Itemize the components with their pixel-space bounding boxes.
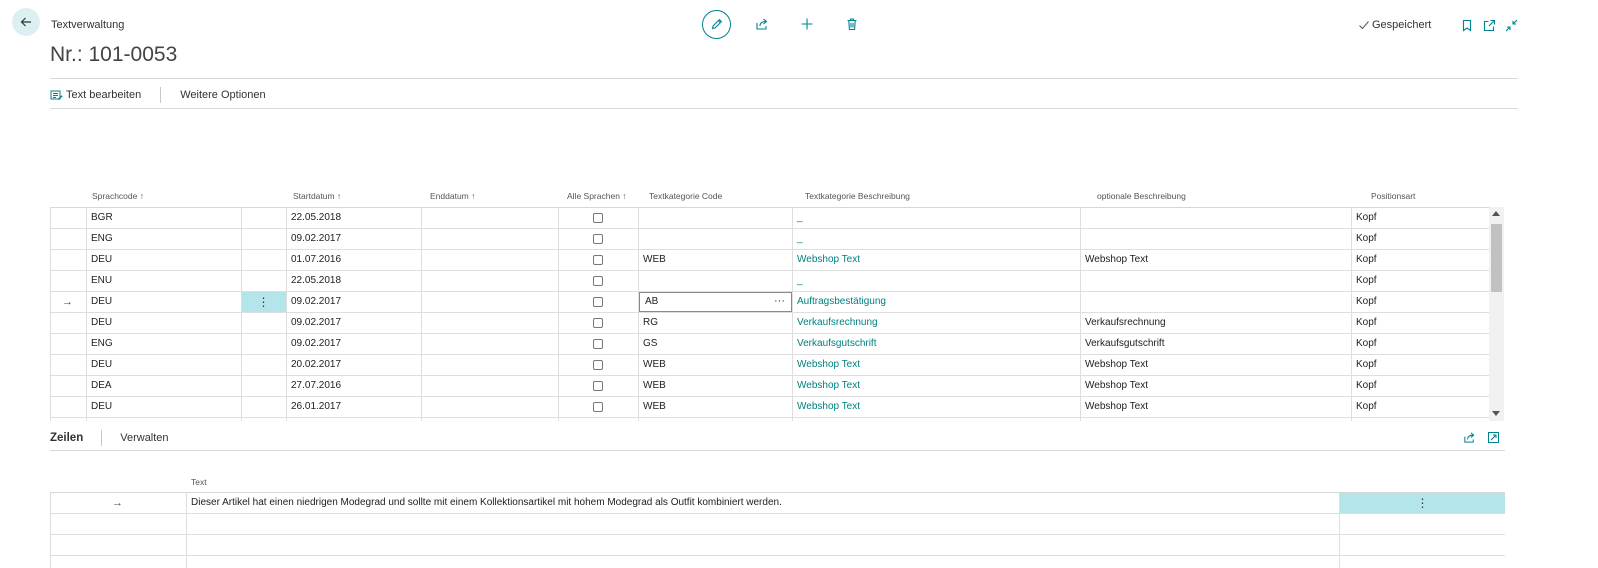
cell-textkategorie-code[interactable]: WEB	[643, 359, 666, 370]
scroll-down-arrow[interactable]	[1492, 411, 1500, 416]
lines-share-button[interactable]	[1462, 430, 1476, 444]
checkbox-alle-sprachen[interactable]	[593, 234, 603, 244]
row-selected-arrow-icon: →	[62, 296, 73, 308]
cell-textkategorie-code-editor[interactable]	[639, 292, 792, 312]
checkbox-alle-sprachen[interactable]	[593, 381, 603, 391]
cell-sprachcode[interactable]: ENG	[91, 338, 113, 349]
cell-startdatum[interactable]: 09.02.2017	[291, 296, 342, 307]
line-menu-button[interactable]: ⋮	[1340, 493, 1505, 513]
lines-column-divider	[186, 493, 187, 568]
delete-button[interactable]	[843, 15, 861, 33]
grid-column-divider	[558, 207, 559, 421]
grid-column-divider	[1351, 207, 1352, 421]
pencil-icon	[710, 17, 724, 31]
grid-column-divider	[241, 207, 242, 421]
grid-column-divider	[792, 207, 793, 421]
table-row[interactable]	[50, 292, 1489, 313]
cell-textkategorie-beschreibung-link[interactable]: Verkaufsrechnung	[797, 317, 878, 328]
cell-positionsart[interactable]: Kopf	[1356, 401, 1377, 412]
cell-sprachcode[interactable]: DEU	[91, 296, 113, 307]
action-bar-divider	[50, 108, 1518, 109]
line-row[interactable]	[50, 493, 1505, 514]
page-caption: Textverwaltung	[51, 19, 125, 31]
cell-textkategorie-code[interactable]: GS	[643, 338, 658, 349]
cell-optionale-beschreibung[interactable]	[1080, 229, 1351, 249]
bookmark-icon	[1461, 19, 1473, 32]
edit-text-label: Text bearbeiten	[66, 89, 142, 101]
cell-textkategorie-beschreibung-link[interactable]: Verkaufsgutschrift	[797, 338, 877, 349]
table-row[interactable]	[50, 376, 1489, 397]
cell-textkategorie-code[interactable]	[638, 271, 792, 291]
checkbox-alle-sprachen[interactable]	[593, 276, 603, 286]
column-header-text[interactable]: Text	[191, 477, 207, 487]
table-row[interactable]	[50, 313, 1489, 334]
column-header-optionale-beschreibung[interactable]: optionale Beschreibung	[1097, 191, 1186, 201]
lines-icons	[1462, 430, 1500, 444]
action-separator	[160, 87, 161, 103]
grid-column-divider	[1080, 207, 1081, 421]
action-bar	[50, 87, 266, 103]
cell-startdatum[interactable]: 09.02.2017	[291, 317, 342, 328]
page-actions	[702, 9, 861, 39]
cell-sprachcode[interactable]: DEU	[91, 401, 113, 412]
share-icon	[1463, 431, 1476, 444]
table-row[interactable]	[50, 418, 1489, 421]
checkbox-alle-sprachen[interactable]	[593, 255, 603, 265]
cell-startdatum[interactable]: 01.07.2016	[291, 254, 342, 265]
column-header-positionsart[interactable]: Positionsart	[1371, 191, 1416, 201]
grid-column-divider	[421, 207, 422, 421]
cell-textkategorie-beschreibung-link[interactable]: _	[797, 275, 803, 286]
cell-enddatum[interactable]	[421, 313, 558, 333]
back-button[interactable]	[12, 8, 40, 36]
table-row[interactable]	[50, 334, 1489, 355]
cell-textkategorie-beschreibung-link[interactable]: Webshop Text	[797, 401, 861, 412]
share-button[interactable]	[753, 15, 771, 33]
table-row[interactable]	[50, 271, 1489, 292]
cell-enddatum[interactable]	[421, 376, 558, 396]
cell-optionale-beschreibung[interactable]: Verkaufsgutschrift	[1085, 338, 1165, 349]
lines-column-divider	[1339, 493, 1340, 568]
cell-enddatum[interactable]	[421, 250, 558, 270]
column-header-startdatum[interactable]: Startdatum ↑	[293, 191, 342, 201]
cell-positionsart[interactable]: Kopf	[1356, 212, 1377, 223]
cell-positionsart[interactable]: Kopf	[1356, 317, 1377, 328]
grid-scrollbar[interactable]	[1489, 207, 1504, 421]
lines-action-bar	[50, 430, 169, 446]
grid-column-divider	[638, 207, 639, 421]
manage-action[interactable]: Verwalten	[120, 432, 169, 444]
arrow-left-icon	[19, 15, 33, 29]
cell-sprachcode[interactable]: DEU	[91, 317, 113, 328]
edit-button[interactable]	[702, 10, 731, 39]
page-status-actions	[1358, 17, 1518, 33]
column-header-sprachcode[interactable]: Sprachcode ↑	[92, 191, 144, 201]
cell-startdatum[interactable]: 27.07.2016	[291, 380, 342, 391]
cell-sprachcode[interactable]: ENG	[91, 233, 113, 244]
cell-line-text[interactable]	[186, 535, 1336, 555]
column-header-enddatum[interactable]: Enddatum ↑	[430, 191, 476, 201]
lines-title[interactable]: Zeilen	[50, 432, 84, 444]
table-row[interactable]	[50, 229, 1489, 250]
cell-line-text[interactable]	[186, 514, 1336, 534]
table-row[interactable]	[50, 355, 1489, 376]
lines-divider	[50, 450, 1505, 451]
checkbox-alle-sprachen[interactable]	[593, 360, 603, 370]
line-row[interactable]	[50, 514, 1505, 535]
checkbox-alle-sprachen[interactable]	[593, 339, 603, 349]
cell-positionsart[interactable]: Kopf	[1356, 296, 1377, 307]
header-divider	[50, 78, 1518, 79]
bookmark-button[interactable]	[1460, 18, 1474, 32]
cell-optionale-beschreibung[interactable]: Webshop Text	[1085, 359, 1149, 370]
page-title: Nr.: 101-0053	[50, 43, 178, 66]
cell-startdatum[interactable]: 26.01.2017	[291, 401, 342, 412]
lookup-button[interactable]: ···	[774, 295, 785, 307]
expand-icon	[1487, 431, 1500, 444]
cell-textkategorie-code[interactable]: AB	[645, 296, 659, 307]
cell-positionsart[interactable]: Kopf	[1356, 338, 1377, 349]
cell-startdatum[interactable]: 22.05.2018	[291, 212, 342, 223]
table-row[interactable]	[50, 208, 1489, 229]
cell-textkategorie-code[interactable]	[638, 208, 792, 228]
plus-icon	[800, 17, 814, 31]
share-icon	[755, 17, 769, 31]
cell-enddatum[interactable]	[421, 334, 558, 354]
grid-border	[50, 207, 51, 421]
table-row[interactable]	[50, 397, 1489, 418]
cell-sprachcode[interactable]: DEA	[91, 380, 112, 391]
grid-column-divider	[86, 207, 87, 421]
cell-enddatum[interactable]	[421, 355, 558, 375]
cell-textkategorie-beschreibung-link[interactable]: Webshop Text	[797, 359, 861, 370]
column-header-textkategorie-beschreibung[interactable]: Textkategorie Beschreibung	[805, 191, 910, 201]
cell-optionale-beschreibung[interactable]: Webshop Text	[1085, 380, 1149, 391]
cell-positionsart[interactable]: Kopf	[1356, 380, 1377, 391]
cell-textkategorie-beschreibung-link[interactable]: Webshop Text	[797, 254, 861, 265]
cell-textkategorie-beschreibung-link[interactable]: _	[797, 233, 803, 244]
saved-label: Gespeichert	[1372, 19, 1432, 31]
cell-optionale-beschreibung[interactable]	[1080, 271, 1351, 291]
checkbox-alle-sprachen[interactable]	[593, 402, 603, 412]
cell-textkategorie-code[interactable]: WEB	[643, 254, 666, 265]
scroll-up-arrow[interactable]	[1492, 211, 1500, 216]
column-header-alle-sprachen[interactable]: Alle Sprachen ↑	[567, 191, 627, 201]
collapse-icon	[1505, 19, 1518, 32]
cell-textkategorie-code[interactable]	[638, 229, 792, 249]
cell-positionsart[interactable]: Kopf	[1356, 275, 1377, 286]
open-new-window-icon	[1483, 19, 1496, 32]
cell-sprachcode[interactable]: DEU	[91, 359, 113, 370]
new-button[interactable]	[798, 15, 816, 33]
cell-sprachcode[interactable]: BGR	[91, 212, 113, 223]
cell-textkategorie-code[interactable]: WEB	[643, 401, 666, 412]
cell-textkategorie-beschreibung-link[interactable]: Webshop Text	[797, 380, 861, 391]
check-icon	[1358, 19, 1370, 31]
trash-icon	[845, 17, 859, 31]
line-selected-arrow-icon: →	[112, 497, 123, 509]
cell-textkategorie-code[interactable]: RG	[643, 317, 658, 328]
cell-textkategorie-code[interactable]: WEB	[643, 380, 666, 391]
cell-optionale-beschreibung[interactable]: Webshop Text	[1085, 401, 1149, 412]
lines-column-divider	[50, 493, 51, 568]
cell-textkategorie-beschreibung-link[interactable]: _	[797, 212, 803, 223]
cell-sprachcode[interactable]: DEU	[91, 254, 113, 265]
cell-optionale-beschreibung[interactable]: Verkaufsrechnung	[1085, 317, 1166, 328]
row-menu-button[interactable]: ⋮	[241, 292, 286, 312]
collapse-button[interactable]	[1504, 18, 1518, 32]
more-options-action[interactable]	[180, 89, 265, 101]
grid-column-divider	[286, 207, 287, 421]
text-grid	[50, 207, 1489, 421]
scroll-thumb[interactable]	[1491, 224, 1502, 292]
checkbox-alle-sprachen[interactable]	[593, 213, 603, 223]
cell-line-text[interactable]: Dieser Artikel hat einen niedrigen Modegrad und sollte mit einem Kollektionsartikel mit hohem Modegrad als Outfit kombiniert werden.	[191, 497, 782, 508]
lines-expand-button[interactable]	[1486, 430, 1500, 444]
checkbox-alle-sprachen[interactable]	[593, 297, 603, 307]
table-row[interactable]	[50, 250, 1489, 271]
cell-positionsart[interactable]: Kopf	[1356, 254, 1377, 265]
edit-text-action[interactable]	[50, 89, 141, 102]
cell-enddatum[interactable]	[421, 292, 558, 312]
column-header-textkategorie-code[interactable]: Textkategorie Code	[649, 191, 723, 201]
lines-separator	[101, 430, 102, 446]
cell-sprachcode[interactable]: ENU	[91, 275, 113, 286]
cell-enddatum[interactable]	[421, 271, 558, 291]
more-options-label: Weitere Optionen	[180, 89, 266, 101]
lines-grid	[50, 492, 1505, 568]
cell-enddatum[interactable]	[421, 208, 558, 228]
checkbox-alle-sprachen[interactable]	[593, 318, 603, 328]
edit-text-icon	[50, 89, 63, 102]
cell-optionale-beschreibung[interactable]: Webshop Text	[1085, 254, 1149, 265]
cell-optionale-beschreibung[interactable]	[1080, 208, 1351, 228]
cell-optionale-beschreibung[interactable]	[1080, 292, 1351, 312]
cell-enddatum[interactable]	[421, 229, 558, 249]
cell-startdatum[interactable]: 22.05.2018	[291, 275, 342, 286]
open-new-window-button[interactable]	[1482, 18, 1496, 32]
cell-enddatum[interactable]	[421, 397, 558, 417]
line-row[interactable]	[50, 535, 1505, 556]
cell-textkategorie-beschreibung-link[interactable]: Auftragsbestätigung	[797, 296, 886, 307]
cell-positionsart[interactable]: Kopf	[1356, 359, 1377, 370]
saved-status	[1358, 19, 1431, 31]
cell-positionsart[interactable]: Kopf	[1356, 233, 1377, 244]
cell-startdatum[interactable]: 09.02.2017	[291, 233, 342, 244]
cell-startdatum[interactable]: 09.02.2017	[291, 338, 342, 349]
cell-startdatum[interactable]: 20.02.2017	[291, 359, 342, 370]
